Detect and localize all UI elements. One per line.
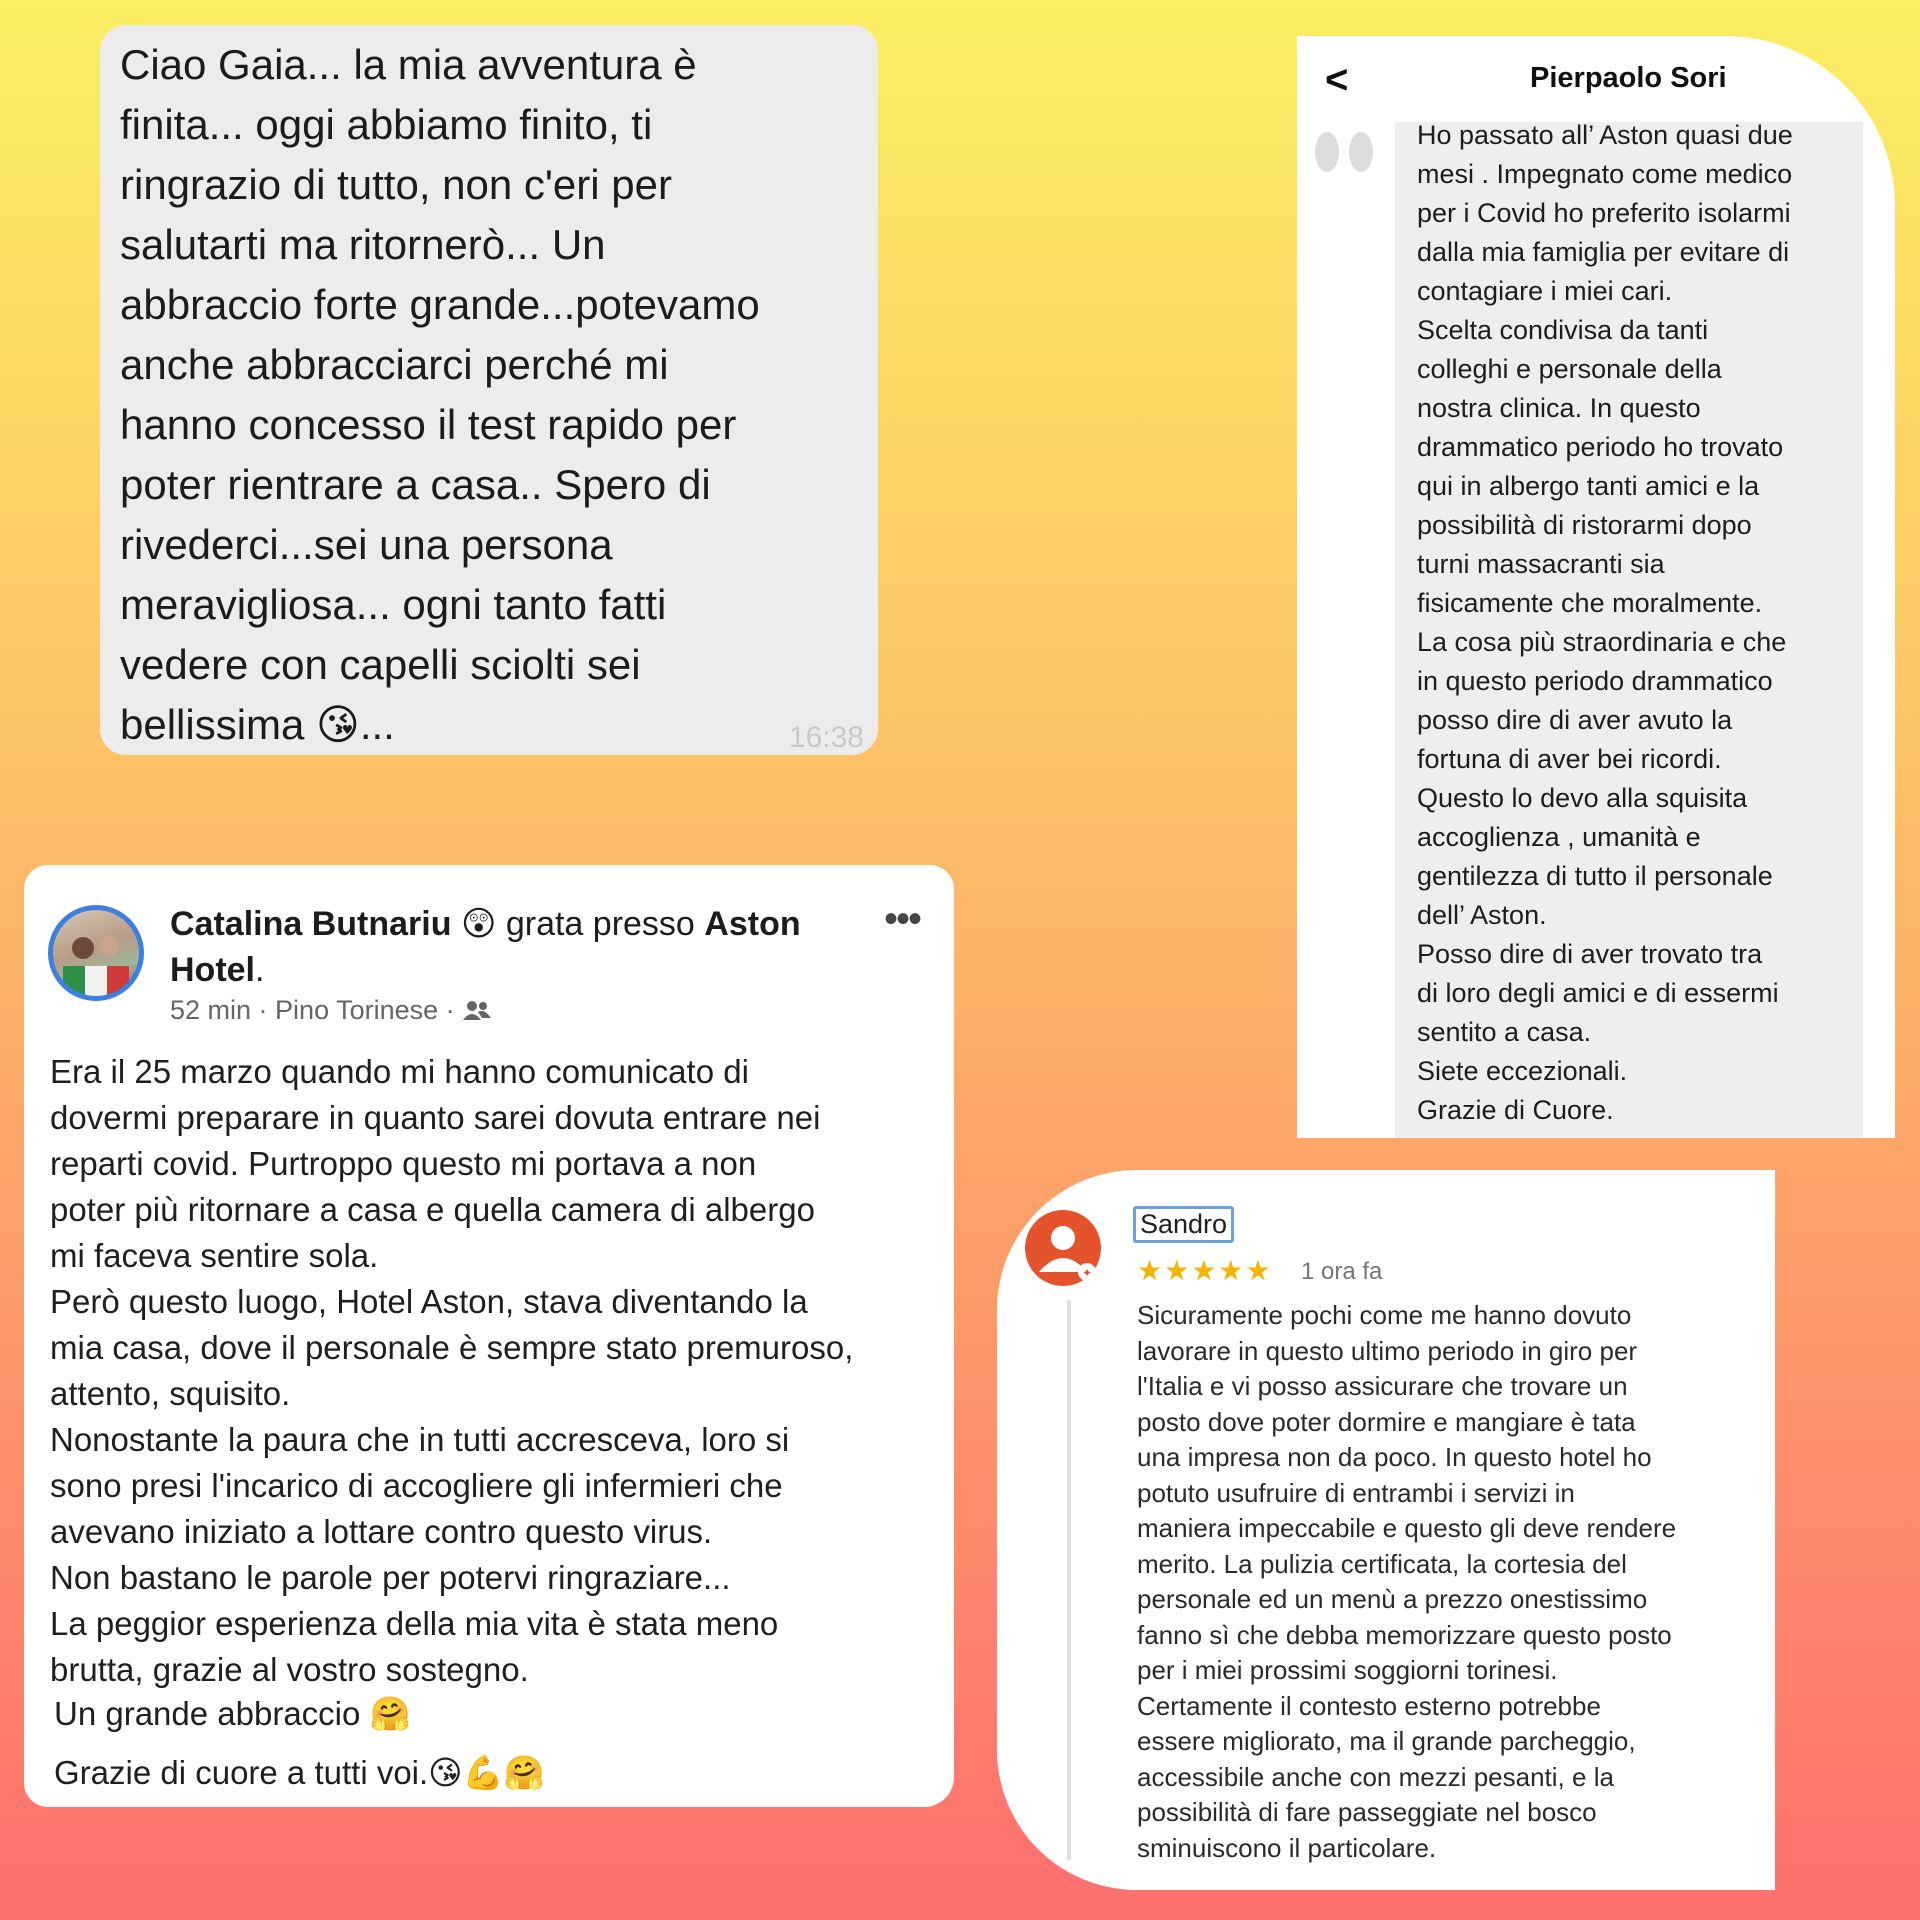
post-body: Era il 25 marzo quando mi hanno comunicato di dovermi preparare in quanto sarei dovuta entrare nei reparti covid. Purtroppo questo mi portava a non poter più ritornare a casa e quella camera di albergo mi faceva sentire sola. Però questo luogo, Hotel Aston, stava diventando la mia casa, dove il personale è sempre stato premuroso, attento, squisito. Nonostante la paura che in tutti accresceva, loro si sono presi l'incarico di accogliere gli infermieri che avevano iniziato a lottare contro questo virus. Non bastano le parole per potervi ringraziare... La peggior esperienza della mia vita è stata meno brutta, grazie al vostro sostegno. [50, 1053, 854, 1688]
meta-separator: · [438, 995, 463, 1025]
place-suffix: . [255, 951, 265, 989]
review-text: Sicuramente pochi come me hanno dovuto lavorare in questo ultimo periodo in giro per l'Italia e vi posso assicurare che trovare un posto dove poter dormire e mangiare è tata una impresa non da poco. In questo hotel ho potuto usufruire di entrambi i servizi in maniera impeccabile e questo gli deve rendere merito. La pulizia certificata, la cortesia del personale ed un menù a prezzo onestissimo fanno sì che debba memorizzare questo posto per i miei prossimi soggiorni torinesi. Certamente il contesto esterno potrebbe essere migliorato, ma il grande parcheggio, accessibile anche con mezzi pesanti, e la possibilità di fare passeggiate nel bosco sminuiscono il particolare. [1137, 1300, 1677, 1863]
post-time[interactable]: 52 min [170, 995, 252, 1025]
thread-line [1067, 1300, 1071, 1860]
contact-name: Pierpaolo Sori [1530, 62, 1727, 94]
reviewer-name[interactable]: Sandro [1133, 1206, 1234, 1243]
catalina-facebook-post [24, 865, 954, 1807]
more-options-icon[interactable]: ••• [884, 897, 921, 941]
post-line-hug: Un grande abbraccio 🤗 [54, 1695, 411, 1732]
chat-message-time: 16:38 [788, 721, 864, 754]
post-line-thanks: Grazie di cuore a tutti voi.😘💪🤗 [54, 1754, 545, 1791]
emoji-icon: 😲 [460, 905, 497, 943]
avatar[interactable] [1307, 116, 1381, 196]
meta-separator: · [251, 995, 276, 1025]
review-time: 1 ora fa [1301, 1258, 1383, 1285]
chat-message-bubble [100, 25, 878, 755]
chat-message-text: Ciao Gaia... la mia avventura è finita... oggi abbiamo finito, ti ringrazio di tutto, non c'eri per salutarti ma ritornerò... Un abbraccio forte grande...potevamo anche abbracciarci perché mi hanno concesso il test rapido per poter rientrare a casa.. Spero di rivederci...sei una persona meravigliosa... ogni tanto fatti vedere con capelli sciolti sei bellissima 😘... [120, 41, 760, 748]
message-text: Ho passato all’ Aston quasi due mesi . Impegnato come medico per i Covid ho preferito isolarmi dalla mia famiglia per evitare di contagiare i miei cari. Scelta condivisa da tanti colleghi e personale della nostra clinica. In questo drammatico periodo ho trovato qui in albergo tanti amici e la possibilità di ristorarmi dopo turni massacranti sia fisicamente che moralmente. La cosa più straordinaria e che in questo periodo drammatico posso dire di aver avuto la fortuna di aver bei ricordi. Questo lo devo alla squisita accoglienza , umanità e gentilezza di tutto il personale dell’ Aston. Posso dire di aver trovato tra di loro degli amici e di essermi sentito a casa. Siete eccezionali. Grazie di Cuore. [1417, 120, 1793, 1125]
svg-text:✦: ✦ [1081, 1266, 1093, 1280]
avatar[interactable] [48, 905, 144, 1001]
post-location[interactable]: Pino Torinese [275, 995, 439, 1025]
conversation-header [1297, 36, 1895, 122]
avatar[interactable] [1025, 1210, 1101, 1286]
place-link[interactable]: Aston Hotel [170, 905, 801, 989]
star-rating-icon: ★★★★★ [1137, 1255, 1273, 1286]
post-action: grata presso [496, 905, 705, 943]
post-meta [170, 995, 492, 1026]
chevron-left-icon[interactable]: < [1325, 58, 1349, 102]
author-name[interactable]: Catalina Butnariu [170, 905, 452, 943]
post-header [170, 901, 870, 993]
pierpaolo-message-card [1297, 36, 1895, 1138]
sandro-review-card [997, 1170, 1775, 1890]
friends-icon [462, 1000, 492, 1022]
